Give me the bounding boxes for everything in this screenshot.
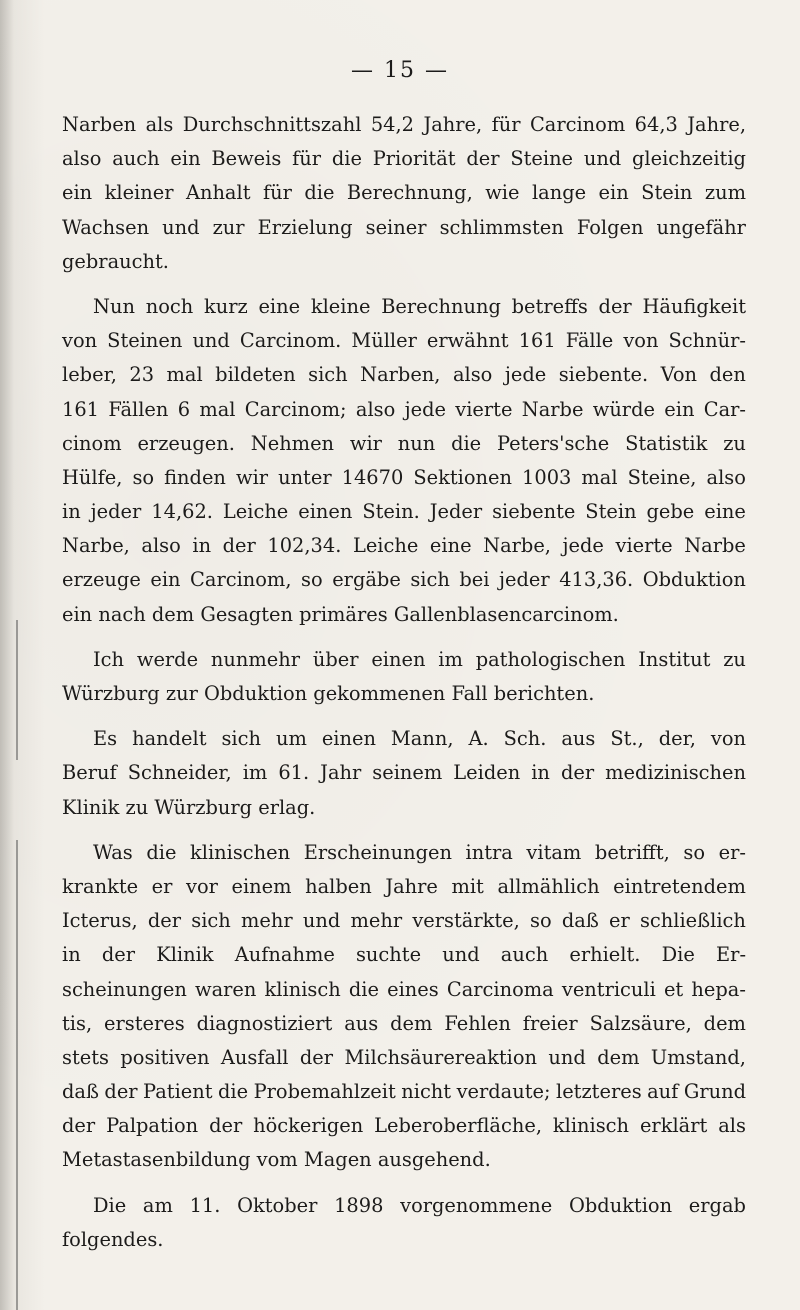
text-line: Ich werde nunmehr über einen im pathologischen Institut zu [93,647,746,671]
text-line: Beruf Schneider, im 61. Jahr seinem Leiden in der medizinischen [62,761,746,785]
text-line: 161 Fällen 6 mal Carcinom; also jede vierte Narbe würde ein Car- [62,397,746,421]
text-line: von Steinen und Carcinom. Müller erwähnt 161 Fälle von Schnür- [62,329,746,353]
text-line: Nun noch kurz eine kleine Berechnung betreffs der Häufigkeit [93,294,746,318]
binding-edge-mark [16,840,18,1310]
text-line: stets positiven Ausfall der Milchsäurereaktion und dem Umstand, [62,1045,746,1069]
text-line: Würzburg zur Obduktion gekommenen Fall berichten. [62,682,595,705]
text-line: krankte er vor einem halben Jahre mit allmählich eintretendem [62,874,746,898]
text-line: Was die klinischen Erscheinungen intra vitam betrifft, so er- [93,840,746,864]
text-line: gebraucht. [62,249,169,273]
text-line: ein kleiner Anhalt für die Berechnung, wie lange ein Stein zum [62,181,746,205]
text-line: scheinungen waren klinisch die eines Carcinoma ventriculi et hepa- [62,977,746,1001]
paragraph [62,836,746,1178]
text-line: daß der Patient die Probemahlzeit nicht verdaute; letzteres auf Grund [62,1080,746,1104]
text-line: leber, 23 mal bildeten sich Narben, also jede siebente. Von den [62,363,746,387]
binding-shadow [0,0,14,1310]
binding-edge-mark [16,620,18,760]
paragraph-gap [62,711,746,722]
paragraph-gap [62,279,746,290]
text-line: Wachsen und zur Erzielung seiner schlimmsten Folgen ungefähr [62,215,746,239]
text-line: in der Klinik Aufnahme suchte und auch erhielt. Die Er- [62,943,746,967]
text-line: der Palpation der höckerigen Leberoberfläche, klinisch erklärt als [62,1114,746,1138]
text-line: Narben als Durchschnittszahl 54,2 Jahre, für Carcinom 64,3 Jahre, [62,113,746,136]
paragraph [62,290,746,632]
text-line: Klinik zu Würzburg erlag. [62,795,316,819]
text-line: erzeuge ein Carcinom, so ergäbe sich bei jeder 413,36. Obduktion [62,568,746,592]
paragraph [62,722,746,825]
text-line: in jeder 14,62. Leiche einen Stein. Jeder siebente Stein gebe eine [62,500,746,524]
text-line: Hülfe, so finden wir unter 14670 Sektionen 1003 mal Steine, also [62,465,746,489]
text-line: tis, ersteres diagnostiziert aus dem Fehlen freier Salzsäure, dem [62,1011,746,1035]
text-line: Es handelt sich um einen Mann, A. Sch. aus St., der, von [93,727,746,751]
paragraph-gap [62,1178,746,1189]
text-line: ein nach dem Gesagten primäres Gallenblasencarcinom. [62,602,619,626]
paragraph-gap [62,632,746,643]
paragraph-gap [62,825,746,836]
paragraph [62,108,746,279]
text-line: folgendes. [62,1227,164,1251]
text-line: also auch ein Beweis für die Priorität der Steine und gleichzeitig [62,147,746,171]
page-number: — 15 — [351,58,449,83]
paragraph [62,1189,746,1257]
text-line: Die am 11. Oktober 1898 vorgenommene Obduktion ergab [93,1193,746,1217]
text-line: Metastasenbildung vom Magen ausgehend. [62,1148,491,1172]
text-line: cinom erzeugen. Nehmen wir nun die Peters'sche Statistik zu [62,431,746,455]
body-text [62,108,746,1257]
text-line: Narbe, also in der 102,34. Leiche eine Narbe, jede vierte Narbe [62,534,746,558]
text-line: Icterus, der sich mehr und mehr verstärkte, so daß er schließlich [62,909,746,933]
paragraph [62,643,746,711]
